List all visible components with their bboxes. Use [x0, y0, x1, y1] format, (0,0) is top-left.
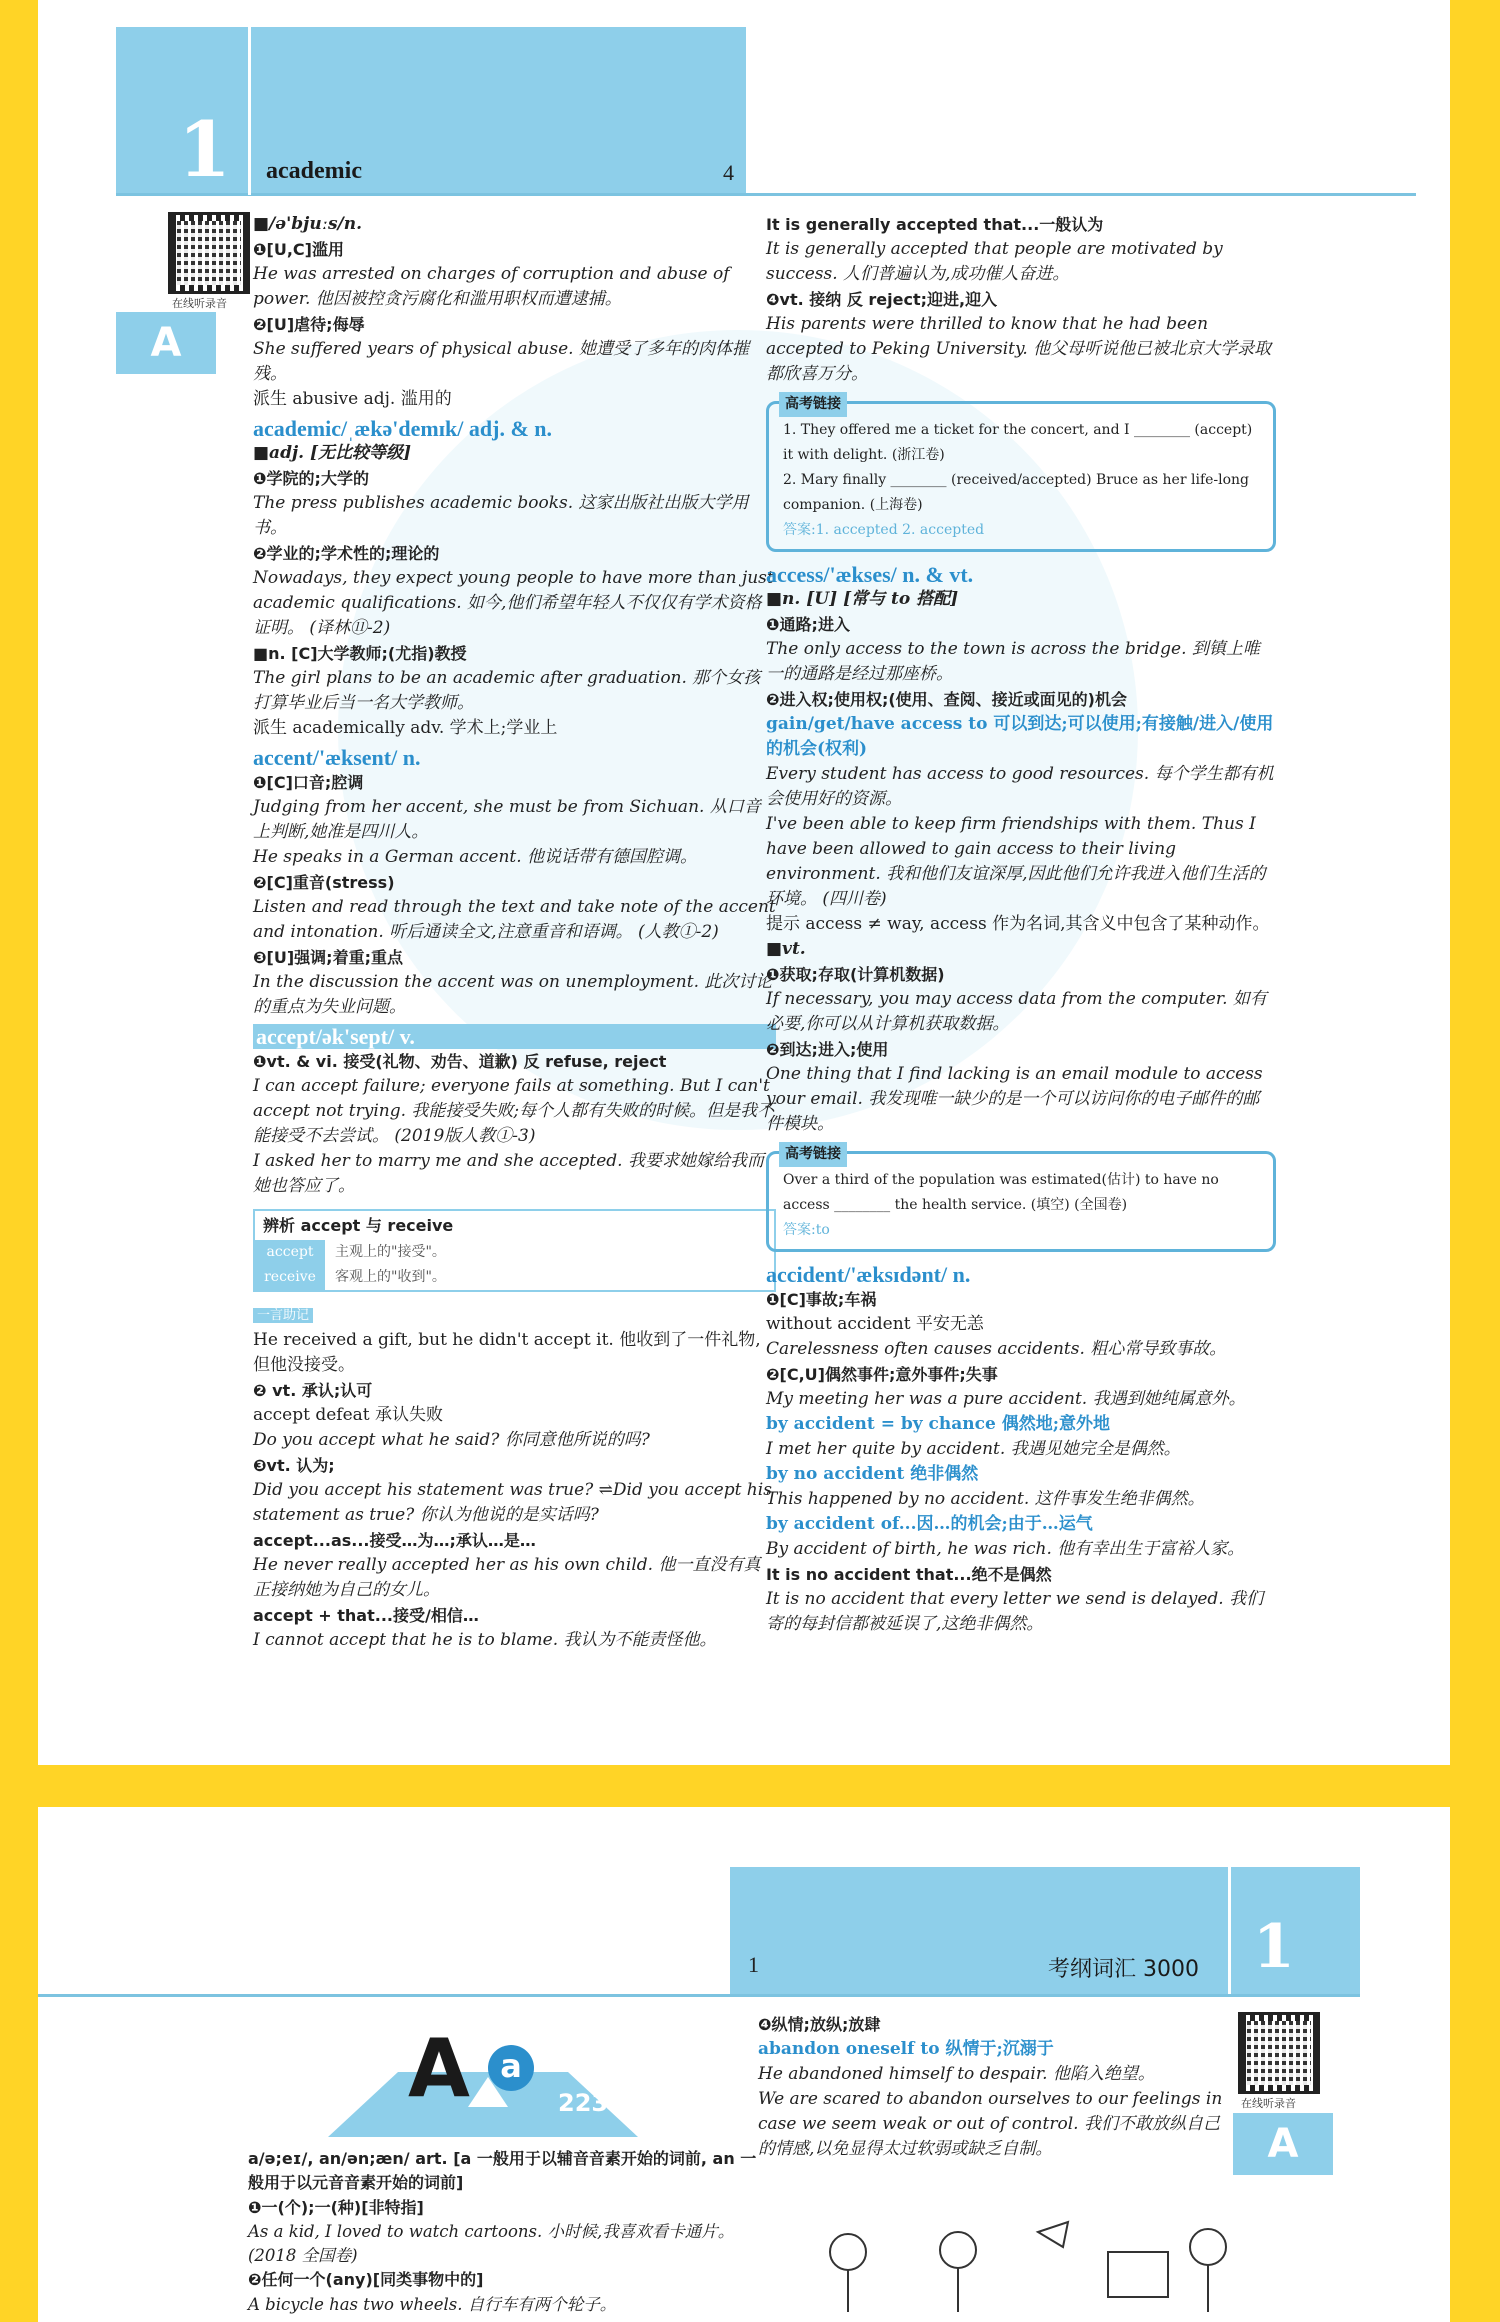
letter-tab: A — [116, 312, 216, 374]
exam-question: 2. Mary finally ________ (received/accepted) Bruce as her life-long companion. (上海卷) — [783, 472, 1250, 513]
illustration-cartoon — [788, 2212, 1288, 2322]
entry-line: abandon oneself to 纵情于;沉溺于 — [758, 2039, 1054, 2059]
entry-line: ■/ə'bjuːs/n. — [253, 214, 363, 234]
exam-link-box — [766, 396, 1276, 552]
compare-row — [255, 1240, 774, 1265]
entry-line: Every student has access to good resources. 每个学生都有机会使用好的资源。 — [766, 764, 1274, 809]
entry-line: In the discussion the accent was on unemployment. 此次讨论的重点为失业问题。 — [253, 972, 773, 1017]
entry-line: ❶[U,C]滥用 — [253, 240, 344, 259]
entry-line: His parents were thrilled to know that he had been accepted to Peking University. 他父母听说他已被北京大学录取都欣喜万分。 — [766, 314, 1272, 384]
exam-answer: 答案:1. accepted 2. accepted — [783, 522, 985, 538]
header-rule — [116, 193, 1416, 196]
compare-value: 主观上的"接受"。 — [335, 1244, 446, 1260]
entry-line: ❶通路;进入 — [766, 615, 850, 634]
entry-line: Carelessness often causes accidents. 粗心常导致事故。 — [766, 1339, 1227, 1359]
page-number: 4 — [723, 160, 734, 185]
compare-box — [253, 1209, 776, 1292]
left-column — [253, 212, 776, 1653]
entry-line: If necessary, you may access data from the computer. 如有必要,你可以从计算机获取数据。 — [766, 989, 1267, 1034]
header-title: 考纲词汇 3000 — [1048, 1957, 1199, 1982]
entry-line: It is no accident that every letter we send is delayed. 我们寄的每封信都被延误了,这绝非偶然。 — [766, 1589, 1264, 1634]
entry-line: ❶vt. & vi. 接受(礼物、劝告、道歉) 反 refuse, reject — [253, 1052, 667, 1071]
entry-line: ❷[U]虐待;侮辱 — [253, 315, 365, 334]
entry-line: ❸vt. 认为; — [253, 1456, 335, 1475]
right-column — [758, 2012, 1228, 2162]
entry-line: I've been able to keep firm friendships with them. Thus I have been allowed to gain access to their living environment. 我和他们友谊深厚,因此他们允许我进入他们生活的环境。 (四川卷) — [766, 814, 1266, 909]
entry-line: She suffered years of physical abuse. 她遭受了多年的肉体摧残。 — [253, 339, 749, 384]
entry-line: Do you accept what he said? 你同意他所说的吗? — [253, 1430, 650, 1450]
entry-line: ❹纵情;放纵;放肆 — [758, 2015, 881, 2034]
entry-line: He abandoned himself to despair. 他陷入绝望。 — [758, 2064, 1155, 2084]
chapter-number: 1 — [1253, 1912, 1295, 1982]
entry-line: ❷进入权;使用权;(使用、查阅、接近或面见的)机会 — [766, 690, 1127, 709]
entry-line: ■n. [U] [常与 to 搭配] — [766, 589, 959, 609]
entry-line: By accident of birth, he was rich. 他有幸出生于富裕人家。 — [766, 1539, 1245, 1559]
compare-row — [255, 1265, 774, 1290]
entry-line: by accident = by chance 偶然地;意外地 — [766, 1414, 1110, 1434]
entry-line: accept...as...接受…为…;承认…是… — [253, 1531, 536, 1550]
entry-line: ❶一(个);一(种)[非特指] — [248, 2197, 424, 2217]
entry-line: ■n. [C]大学教师;(尤指)教授 — [253, 644, 467, 663]
left-column — [248, 2147, 768, 2317]
entry-line: The only access to the town is across the bridge. 到镇上唯一的通路是经过那座桥。 — [766, 639, 1260, 684]
entry-line: Listen and read through the text and take note of the accent and intonation. 听后通读全文,注意重音和语调。 (人教①-2) — [253, 897, 776, 942]
alphabet-emblem — [318, 2027, 638, 2147]
entry-line: He speaks in a German accent. 他说话带有德国腔调。 — [253, 847, 698, 867]
word-count: 223 — [558, 2089, 609, 2117]
entry-line: ❶[C]口音;腔调 — [253, 773, 364, 792]
entry-line: without accident 平安无恙 — [766, 1314, 984, 1334]
entry-line: accept + that...接受/相信… — [253, 1606, 479, 1625]
entry-line: It is generally accepted that...一般认为 — [766, 215, 1104, 234]
entry-line: We are scared to abandon ourselves to our feelings in case we seem weak or out of control. 我们不敢放纵自己的情感,以免显得太过软弱或缺乏自制。 — [758, 2089, 1223, 2159]
entry-line: The press publishes academic books. 这家出版社出版大学用书。 — [253, 493, 749, 538]
entry-line: ❶学院的;大学的 — [253, 469, 369, 488]
entry-line: ■vt. — [766, 939, 806, 959]
exam-question: Over a third of the population was estimated(估计) to have no access ________ the health service. (填空) (全国卷) — [783, 1172, 1219, 1213]
entry-line: accept/ək'sept/ v. — [253, 1024, 776, 1049]
entry-line: accent/'æksent/ n. — [253, 745, 421, 770]
compare-title: 辨析 accept 与 receive — [263, 1216, 454, 1235]
entry-line: accept defeat 承认失败 — [253, 1405, 444, 1425]
entry-line: The girl plans to be an academic after graduation. 那个女孩打算毕业后当一名大学教师。 — [253, 668, 761, 713]
entry-line: ■adj. [无比较等级] — [253, 443, 412, 463]
compare-key: receive — [255, 1265, 325, 1290]
entry-line: I cannot accept that he is to blame. 我认为不能责怪他。 — [253, 1630, 717, 1650]
entry-line: One thing that I find lacking is an email module to access your email. 我发现唯一缺少的是一个可以访问你的电子邮件的邮件模块。 — [766, 1064, 1263, 1134]
header-rule — [38, 1994, 1360, 1997]
entry-line: A bicycle has two wheels. 自行车有两个轮子。 — [248, 2294, 617, 2314]
exam-answer: 答案:to — [783, 1222, 830, 1238]
dictionary-page-1 — [38, 0, 1450, 1765]
entry-line: ❷任何一个(any)[同类事物中的] — [248, 2270, 484, 2290]
compare-key: accept — [255, 1240, 325, 1265]
entry-line: by no accident 绝非偶然 — [766, 1464, 979, 1484]
exam-question: 1. They offered me a ticket for the concert, and I ________ (accept) it with delight. (浙江卷) — [783, 422, 1253, 463]
entry-line: As a kid, I loved to watch cartoons. 小时候,我喜欢看卡通片。 (2018 全国卷) — [248, 2221, 735, 2265]
entry-line: ❷[C]重音(stress) — [253, 873, 395, 892]
exam-link-label: 高考链接 — [779, 1142, 847, 1167]
entry-line: Did you accept his statement was true? ⇌Did you accept his statement as true? 你认为他说的是实话吗? — [253, 1480, 772, 1525]
entry-line: Nowadays, they expect young people to have more than just academic qualifications. 如今,他们希望年轻人不仅仅有学术资格证明。 (译林⑪-2) — [253, 568, 774, 638]
exam-link-label: 高考链接 — [779, 392, 847, 417]
mnemonic-label: 一言助记 — [253, 1308, 313, 1323]
compare-value: 客观上的"收到"。 — [335, 1269, 446, 1285]
entry-line: ❸[U]强调;着重;重点 — [253, 948, 403, 967]
entry-line: a/ə;eɪ/, an/ən;æn/ art. [a 一般用于以辅音音素开始的词前, an 一般用于以元音音素开始的词前] — [248, 2149, 757, 2193]
entry-line: ❷[C,U]偶然事件;意外事件;失事 — [766, 1365, 998, 1384]
entry-line: This happened by no accident. 这件事发生绝非偶然。 — [766, 1489, 1205, 1509]
entry-line: accident/'æksɪdənt/ n. — [766, 1262, 971, 1287]
mnemonic-text: He received a gift, but he didn't accept it. 他收到了一件礼物,但他没接受。 — [253, 1330, 761, 1375]
entry-line: by accident of...因…的机会;由于…运气 — [766, 1514, 1093, 1534]
entry-line: academic/ˌækə'demɪk/ adj. & n. — [253, 416, 553, 441]
entry-line: I asked her to marry me and she accepted. 我要求她嫁给我而她也答应了。 — [253, 1151, 764, 1196]
header-divider — [1228, 1867, 1231, 1997]
entry-line: ❷学业的;学术性的;理论的 — [253, 544, 440, 563]
entry-line: ❶获取;存取(计算机数据) — [766, 965, 945, 984]
entry-line: I can accept failure; everyone fails at something. But I can't accept not trying. 我能接受失败;每个人都有失败的时候。但是我不能接受不去尝试。 (2019版人教①-3) — [253, 1076, 775, 1146]
entry-line: It is generally accepted that people are motivated by success. 人们普遍认为,成功催人奋进。 — [766, 239, 1223, 284]
entry-line: It is no accident that...绝不是偶然 — [766, 1565, 1052, 1584]
letter-tab: A — [1233, 2113, 1333, 2175]
entry-line: I met her quite by accident. 我遇见她完全是偶然。 — [766, 1439, 1181, 1459]
entry-line: He was arrested on charges of corruption and abuse of power. 他因被控贪污腐化和滥用职权而遭逮捕。 — [253, 264, 730, 309]
entry-line: ❷ vt. 承认;认可 — [253, 1381, 373, 1400]
entry-line: gain/get/have access to 可以到达;可以使用;有接触/进入/使用的机会(权利) — [766, 714, 1274, 759]
entry-line: access/'ækses/ n. & vt. — [766, 562, 974, 587]
header-divider — [248, 27, 251, 195]
qr-code[interactable] — [1238, 2012, 1320, 2094]
entry-line: ❶[C]事故;车祸 — [766, 1290, 877, 1309]
dictionary-page-2 — [38, 1807, 1450, 2322]
header-headword: academic — [266, 158, 362, 184]
entry-line: 派生 abusive adj. 滥用的 — [253, 389, 452, 409]
qr-code[interactable] — [168, 212, 250, 294]
entry-line: 提示 access ≠ way, access 作为名词,其含义中包含了某种动作。 — [766, 914, 1270, 934]
small-letter-a: a — [488, 2045, 534, 2091]
entry-line: He never really accepted her as his own child. 他一直没有真正接纳她为自己的女儿。 — [253, 1555, 761, 1600]
entry-line: ❹vt. 接纳 反 reject;迎进,迎入 — [766, 290, 998, 309]
entry-line: ❷到达;进入;使用 — [766, 1040, 889, 1059]
page-number: 1 — [748, 1952, 759, 1977]
entry-line: 派生 academically adv. 学术上;学业上 — [253, 718, 558, 738]
entry-line: Judging from her accent, she must be from Sichuan. 从口音上判断,她准是四川人。 — [253, 797, 761, 842]
big-letter-A: A — [408, 2022, 470, 2115]
entry-line: My meeting her was a pure accident. 我遇到她纯属意外。 — [766, 1389, 1246, 1409]
chapter-number: 1 — [178, 105, 231, 194]
qr-caption: 在线听录音 — [1241, 2097, 1296, 2110]
qr-caption: 在线听录音 — [172, 297, 227, 310]
exam-link-box — [766, 1146, 1276, 1252]
right-column — [766, 212, 1276, 1637]
